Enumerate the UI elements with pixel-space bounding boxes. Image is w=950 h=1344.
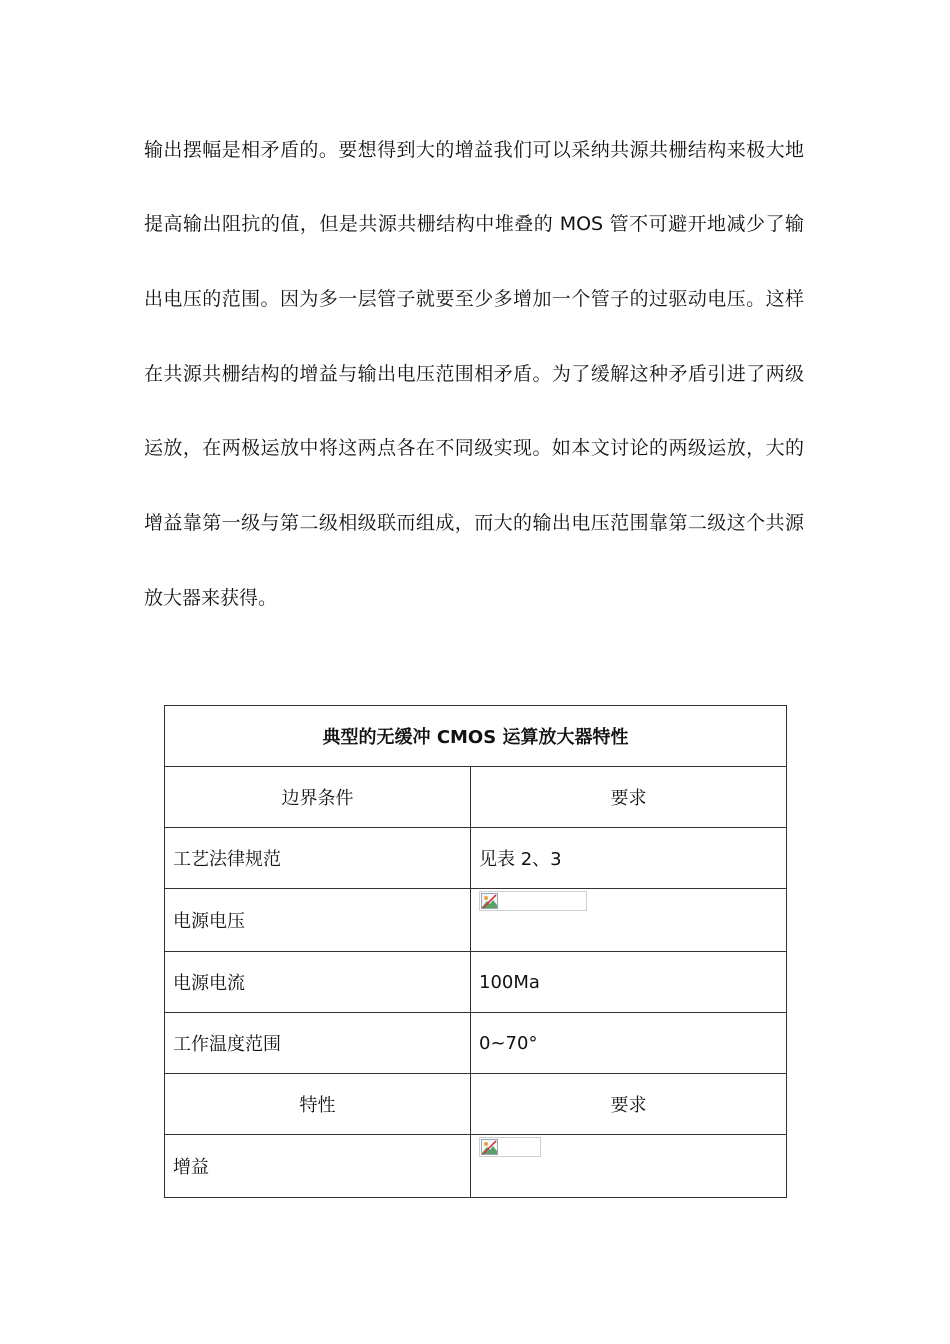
table-row xyxy=(165,1013,787,1074)
row-label: 工艺法律规范 xyxy=(165,828,471,889)
header-requirement: 要求 xyxy=(471,767,787,828)
row-value: 见表 2、3 xyxy=(471,828,787,889)
row-value: 0~70° xyxy=(471,1013,787,1074)
table-title: 典型的无缓冲 CMOS 运算放大器特性 xyxy=(165,706,787,767)
broken-image-icon xyxy=(481,1139,498,1155)
table-title-row xyxy=(165,706,787,767)
table-row xyxy=(165,1135,787,1198)
paragraph-line: 放大器来获得。 xyxy=(144,587,278,609)
paragraph-line: 增益靠第一级与第二级相级联而组成，而大的输出电压范围靠第二级这个共源 xyxy=(144,512,804,534)
table-row xyxy=(165,828,787,889)
row-label: 电源电压 xyxy=(165,889,471,952)
row-label: 增益 xyxy=(165,1135,471,1198)
table-row xyxy=(165,952,787,1013)
paragraph-line: 出电压的范围。因为多一层管子就要至少多增加一个管子的过驱动电压。这样 xyxy=(144,288,804,310)
broken-image-placeholder xyxy=(479,891,587,911)
paragraph-line: 输出摆幅是相矛盾的。要想得到大的增益我们可以采纳共源共栅结构来极大地 xyxy=(144,139,804,161)
table-row xyxy=(165,889,787,952)
paragraph-line: 在共源共栅结构的增益与输出电压范围相矛盾。为了缓解这种矛盾引进了两级 xyxy=(144,363,804,385)
broken-image-placeholder xyxy=(479,1137,541,1157)
header-requirement: 要求 xyxy=(471,1074,787,1135)
header-boundary-conditions: 边界条件 xyxy=(165,767,471,828)
header-characteristic: 特性 xyxy=(165,1074,471,1135)
paragraph-line: 运放，在两极运放中将这两点各在不同级实现。如本文讨论的两级运放，大的 xyxy=(144,437,804,459)
row-value: 100Ma xyxy=(471,952,787,1013)
paragraph-line: 提高输出阻抗的值，但是共源共栅结构中堆叠的 MOS 管不可避开地减少了输 xyxy=(144,213,804,235)
table-header-row xyxy=(165,1074,787,1135)
row-label: 工作温度范围 xyxy=(165,1013,471,1074)
row-value-image-cell xyxy=(471,1135,787,1198)
broken-image-icon xyxy=(481,893,498,909)
row-label: 电源电流 xyxy=(165,952,471,1013)
row-value-image-cell xyxy=(471,889,787,952)
table-header-row xyxy=(165,767,787,828)
op-amp-spec-table xyxy=(164,705,787,1198)
